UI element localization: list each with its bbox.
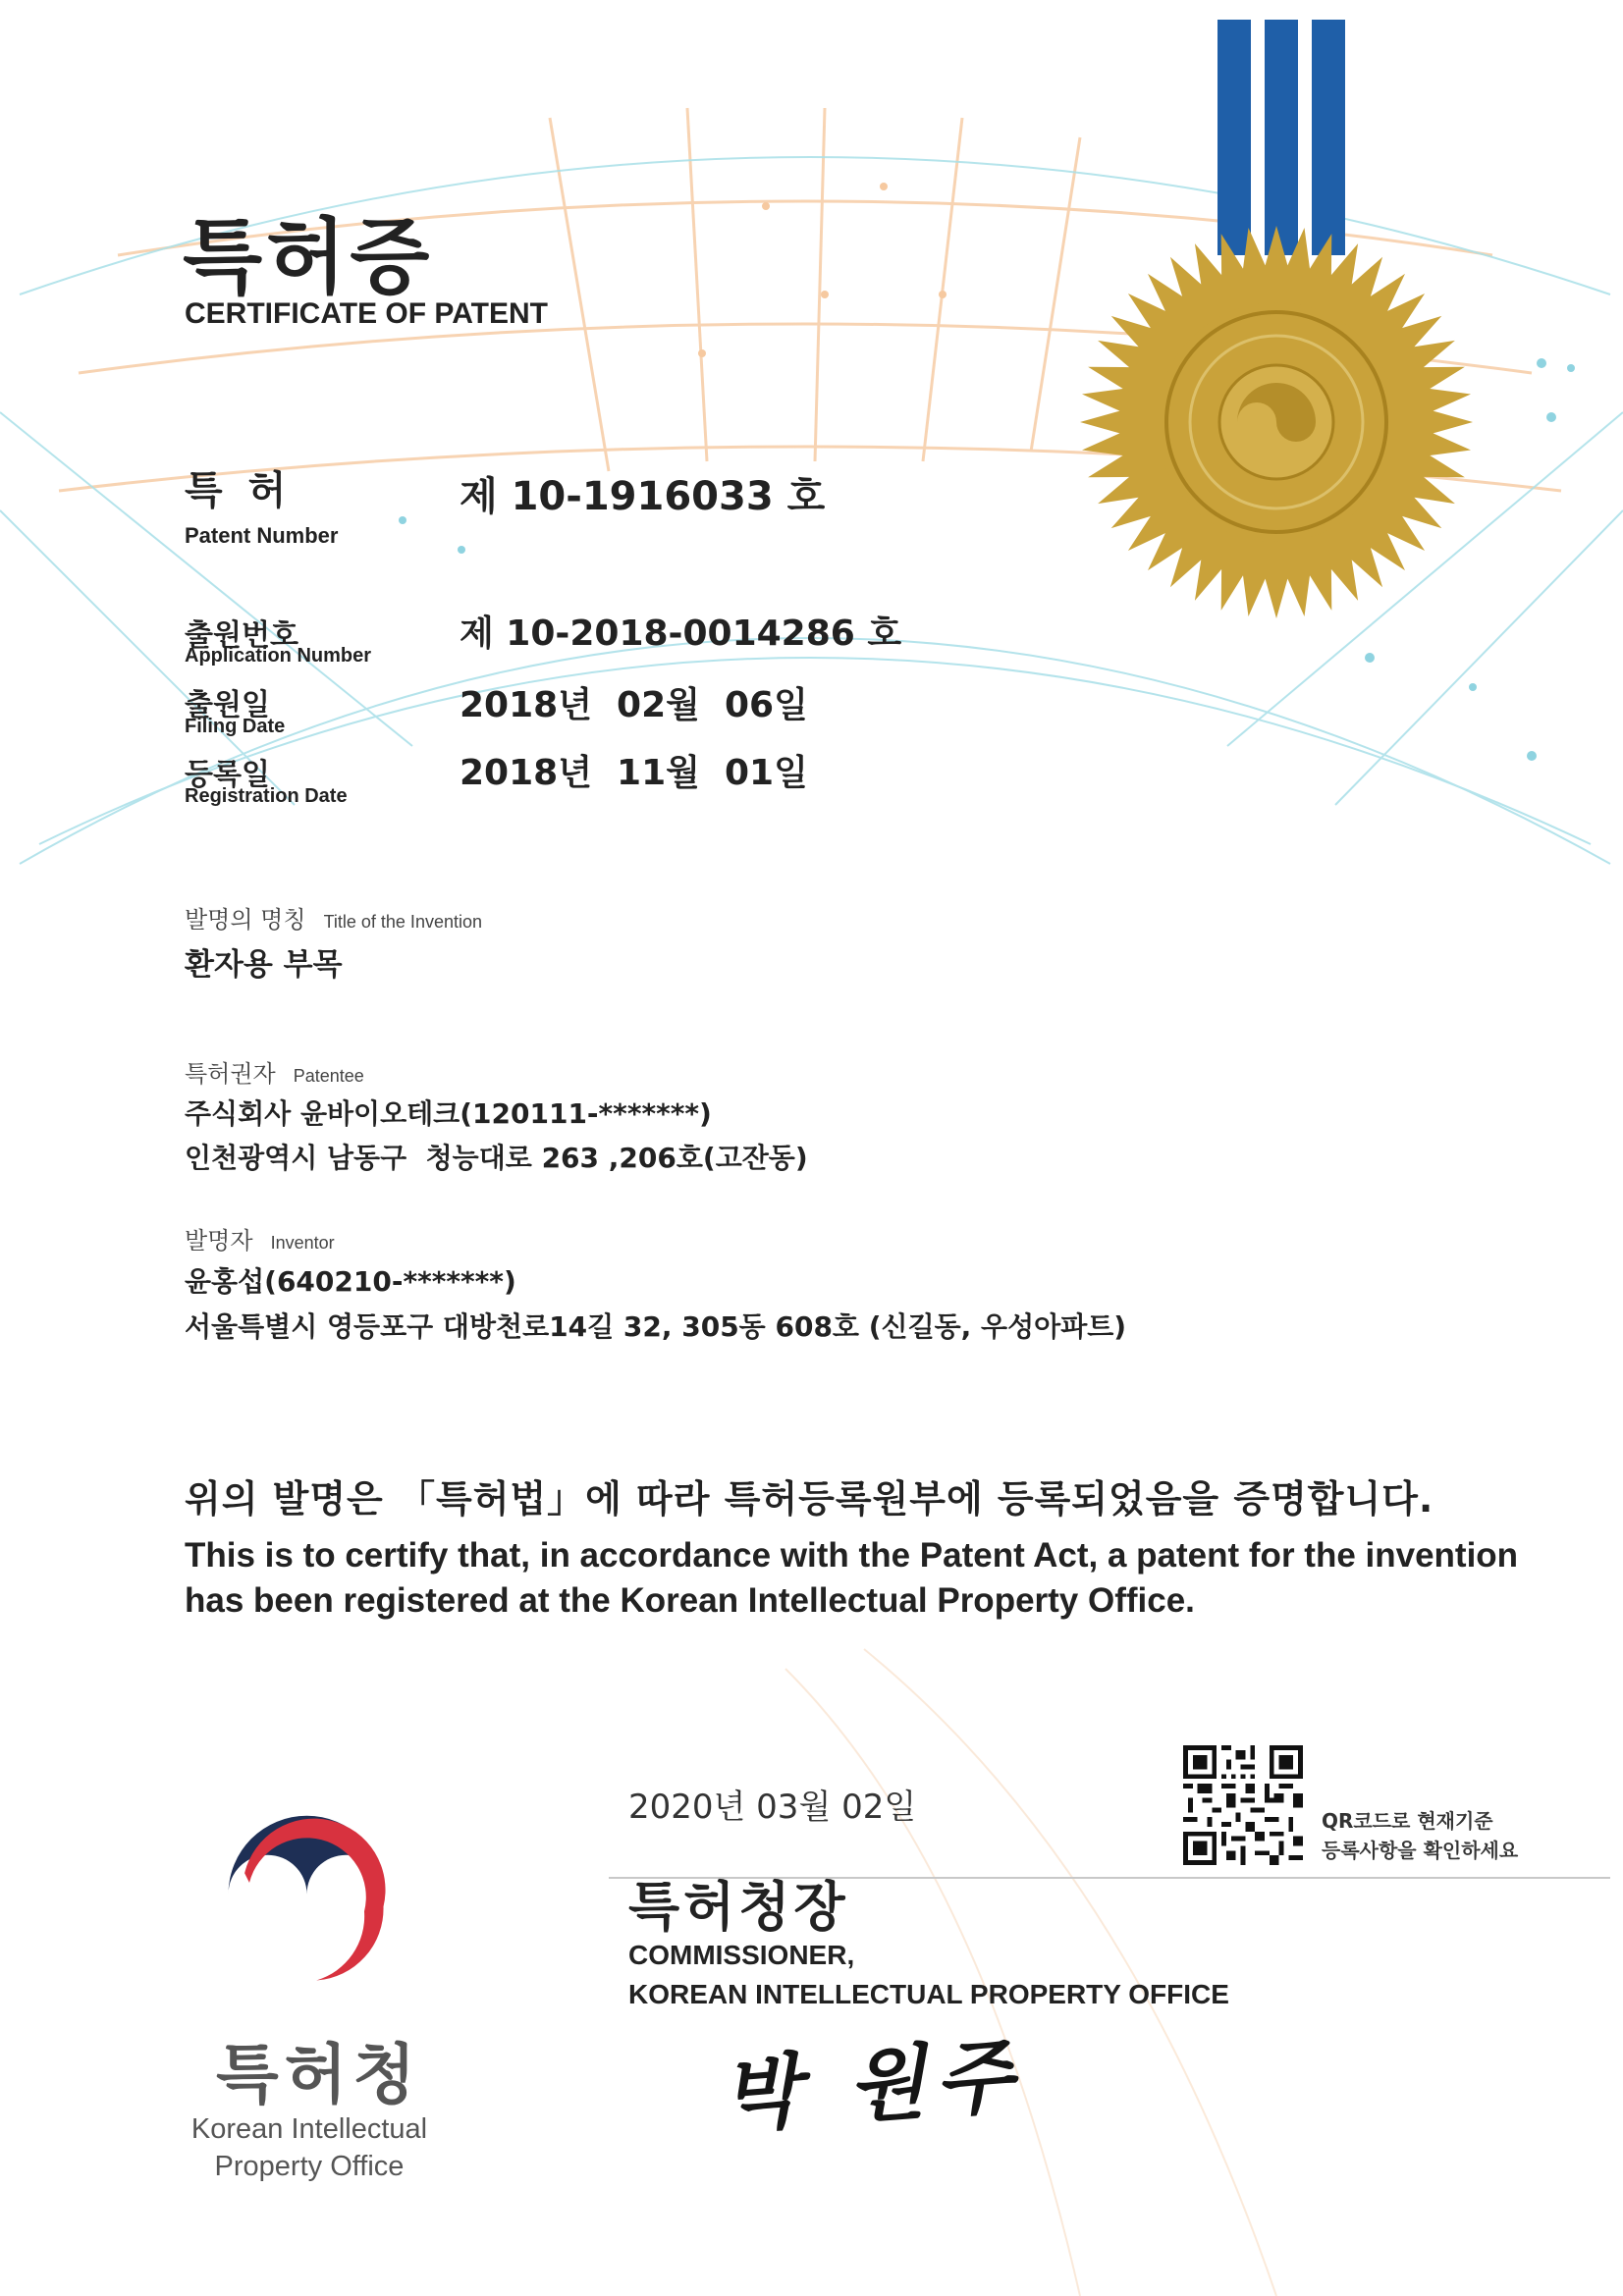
inventor-section-header [185, 1221, 335, 1255]
application-number-value: 제 10-2018-0014286 호 [460, 614, 902, 654]
commissioner-title-en [628, 1936, 1229, 2014]
inventor-label-en: Inventor [270, 1233, 335, 1253]
kipo-emblem-icon [211, 1806, 403, 1998]
commissioner-title-en-line1: COMMISSIONER, [628, 1940, 855, 1970]
invention-label-en: Title of the Invention [323, 912, 482, 932]
filing-date-label: 출원일 [185, 688, 270, 722]
patentee-address: 인천광역시 남동구 청능대로 263 ,206호(고잔동) [185, 1142, 808, 1174]
certification-statement-en [185, 1533, 1540, 1624]
patent-number-value: 제 10-1916033 호 [460, 474, 826, 519]
qr-instructions [1322, 1806, 1518, 1865]
gold-seal-icon [1075, 221, 1478, 623]
invention-label: 발명의 명칭 [185, 906, 306, 934]
office-name-en-line2: Property Office [214, 2151, 405, 2182]
commissioner-title-en-line2: KOREAN INTELLECTUAL PROPERTY OFFICE [628, 1979, 1229, 2009]
office-name-en [157, 2110, 461, 2185]
ribbon-icon [1217, 20, 1345, 255]
commissioner-title-ko: 특허청장 [628, 1876, 849, 1938]
qr-code-icon[interactable] [1183, 1745, 1303, 1865]
certification-statement-en-line1: This is to certify that, in accordance with the Patent Act, a patent for the invention [185, 1536, 1519, 1575]
inventor-address: 서울특별시 영등포구 대방천로14길 32, 305동 608호 (신길동, 우성아파트) [185, 1310, 1127, 1343]
certification-statement-en-line2: has been registered at the Korean Intellectual Property Office. [185, 1581, 1195, 1620]
patent-number-label: 특 허 [185, 468, 293, 513]
office-name-en-line1: Korean Intellectual [190, 2113, 428, 2145]
inventor-label: 발명자 [185, 1227, 253, 1255]
certification-statement-ko: 위의 발명은 「특허법」에 따라 특허등록원부에 등록되었음을 증명합니다. [185, 1477, 1434, 1521]
inventor-name: 윤홍섭(640210-*******) [185, 1265, 516, 1298]
patentee-label: 특허권자 [185, 1060, 276, 1088]
issue-date: 2020년 03월 02일 [628, 1788, 917, 1827]
patentee-name: 주식회사 윤바이오테크(120111-*******) [185, 1097, 712, 1130]
filing-date-value: 2018년 02월 06일 [460, 685, 808, 725]
registration-date-label-en: Registration Date [185, 785, 348, 807]
certificate-title: 특허증 [183, 209, 434, 305]
office-name-ko: 특허청 [216, 2037, 422, 2112]
certificate-subtitle: CERTIFICATE OF PATENT [185, 297, 548, 330]
invention-section-header [185, 900, 482, 934]
application-number-label: 출원번호 [185, 618, 298, 653]
patentee-label-en: Patentee [293, 1066, 364, 1086]
patentee-section-header [185, 1054, 364, 1089]
patent-number-label-en: Patent Number [185, 523, 339, 548]
commissioner-signature: 박 원주 [719, 2028, 1026, 2144]
registration-date-label: 등록일 [185, 758, 270, 792]
qr-instructions-line1: QR코드로 현재기준 [1322, 1809, 1493, 1833]
application-number-label-en: Application Number [185, 645, 372, 667]
registration-date-value: 2018년 11월 01일 [460, 753, 808, 793]
invention-title: 환자용 부목 [185, 947, 343, 983]
filing-date-label-en: Filing Date [185, 716, 286, 737]
qr-instructions-line2: 등록사항을 확인하세요 [1322, 1839, 1519, 1862]
